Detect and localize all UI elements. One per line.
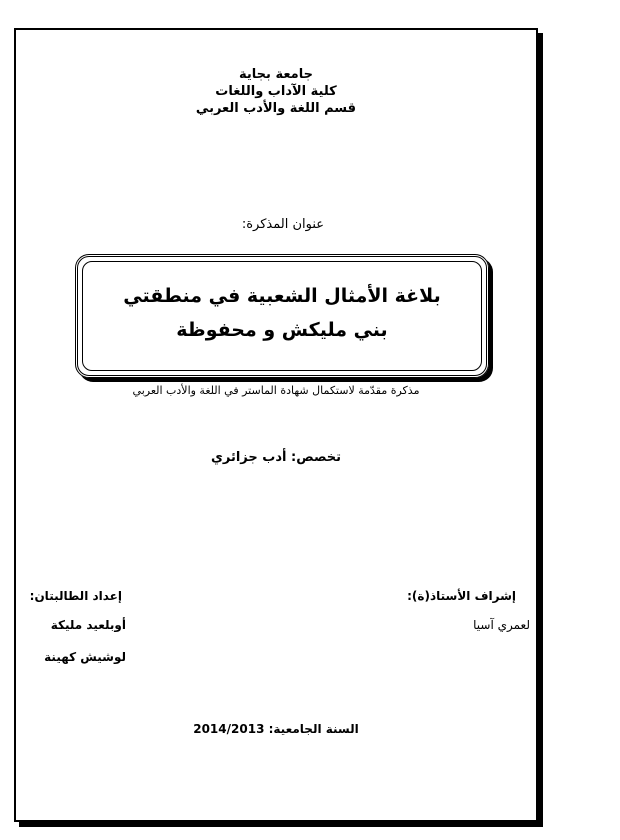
title-line-2: بني مليكش و محفوظة (176, 319, 388, 341)
academic-year (0, 722, 552, 736)
page-border (14, 28, 538, 822)
faculty-name: كلية الآداب واللغات (215, 84, 337, 99)
specialty-line (0, 450, 552, 465)
university-name: جامعة بجاية (239, 67, 313, 82)
academic-year-label: السنة الجامعية: (268, 722, 359, 736)
specialty-value: أدب جزائري (210, 450, 287, 465)
students-label: إعداد الطالبتان: (29, 589, 122, 603)
title-line-1: بلاغة الأمثال الشعبية في منطقتي (123, 285, 441, 307)
academic-year-value: 2014/2013 (193, 722, 265, 736)
institution-header (0, 66, 552, 117)
specialty-label: تخصص: (291, 450, 342, 465)
memo-title-label: عنوان المذكرة: (241, 217, 324, 232)
student-name-1: أوبلعيد مليكة (50, 618, 126, 632)
title-box (75, 254, 489, 378)
student-name-2: لوشيش كهينة (44, 650, 126, 664)
memo-subtitle: مذكرة مقدّمة لاستكمال شهادة الماستر في اللغة والأدب العربي (132, 384, 420, 397)
supervisor-name: لعمري آسيا (473, 618, 530, 632)
supervisor-label: إشراف الأستاذ(ة): (407, 589, 516, 603)
department-name: قسم اللغة والأدب العربي (195, 101, 357, 116)
title-box-inner-border (82, 261, 482, 371)
